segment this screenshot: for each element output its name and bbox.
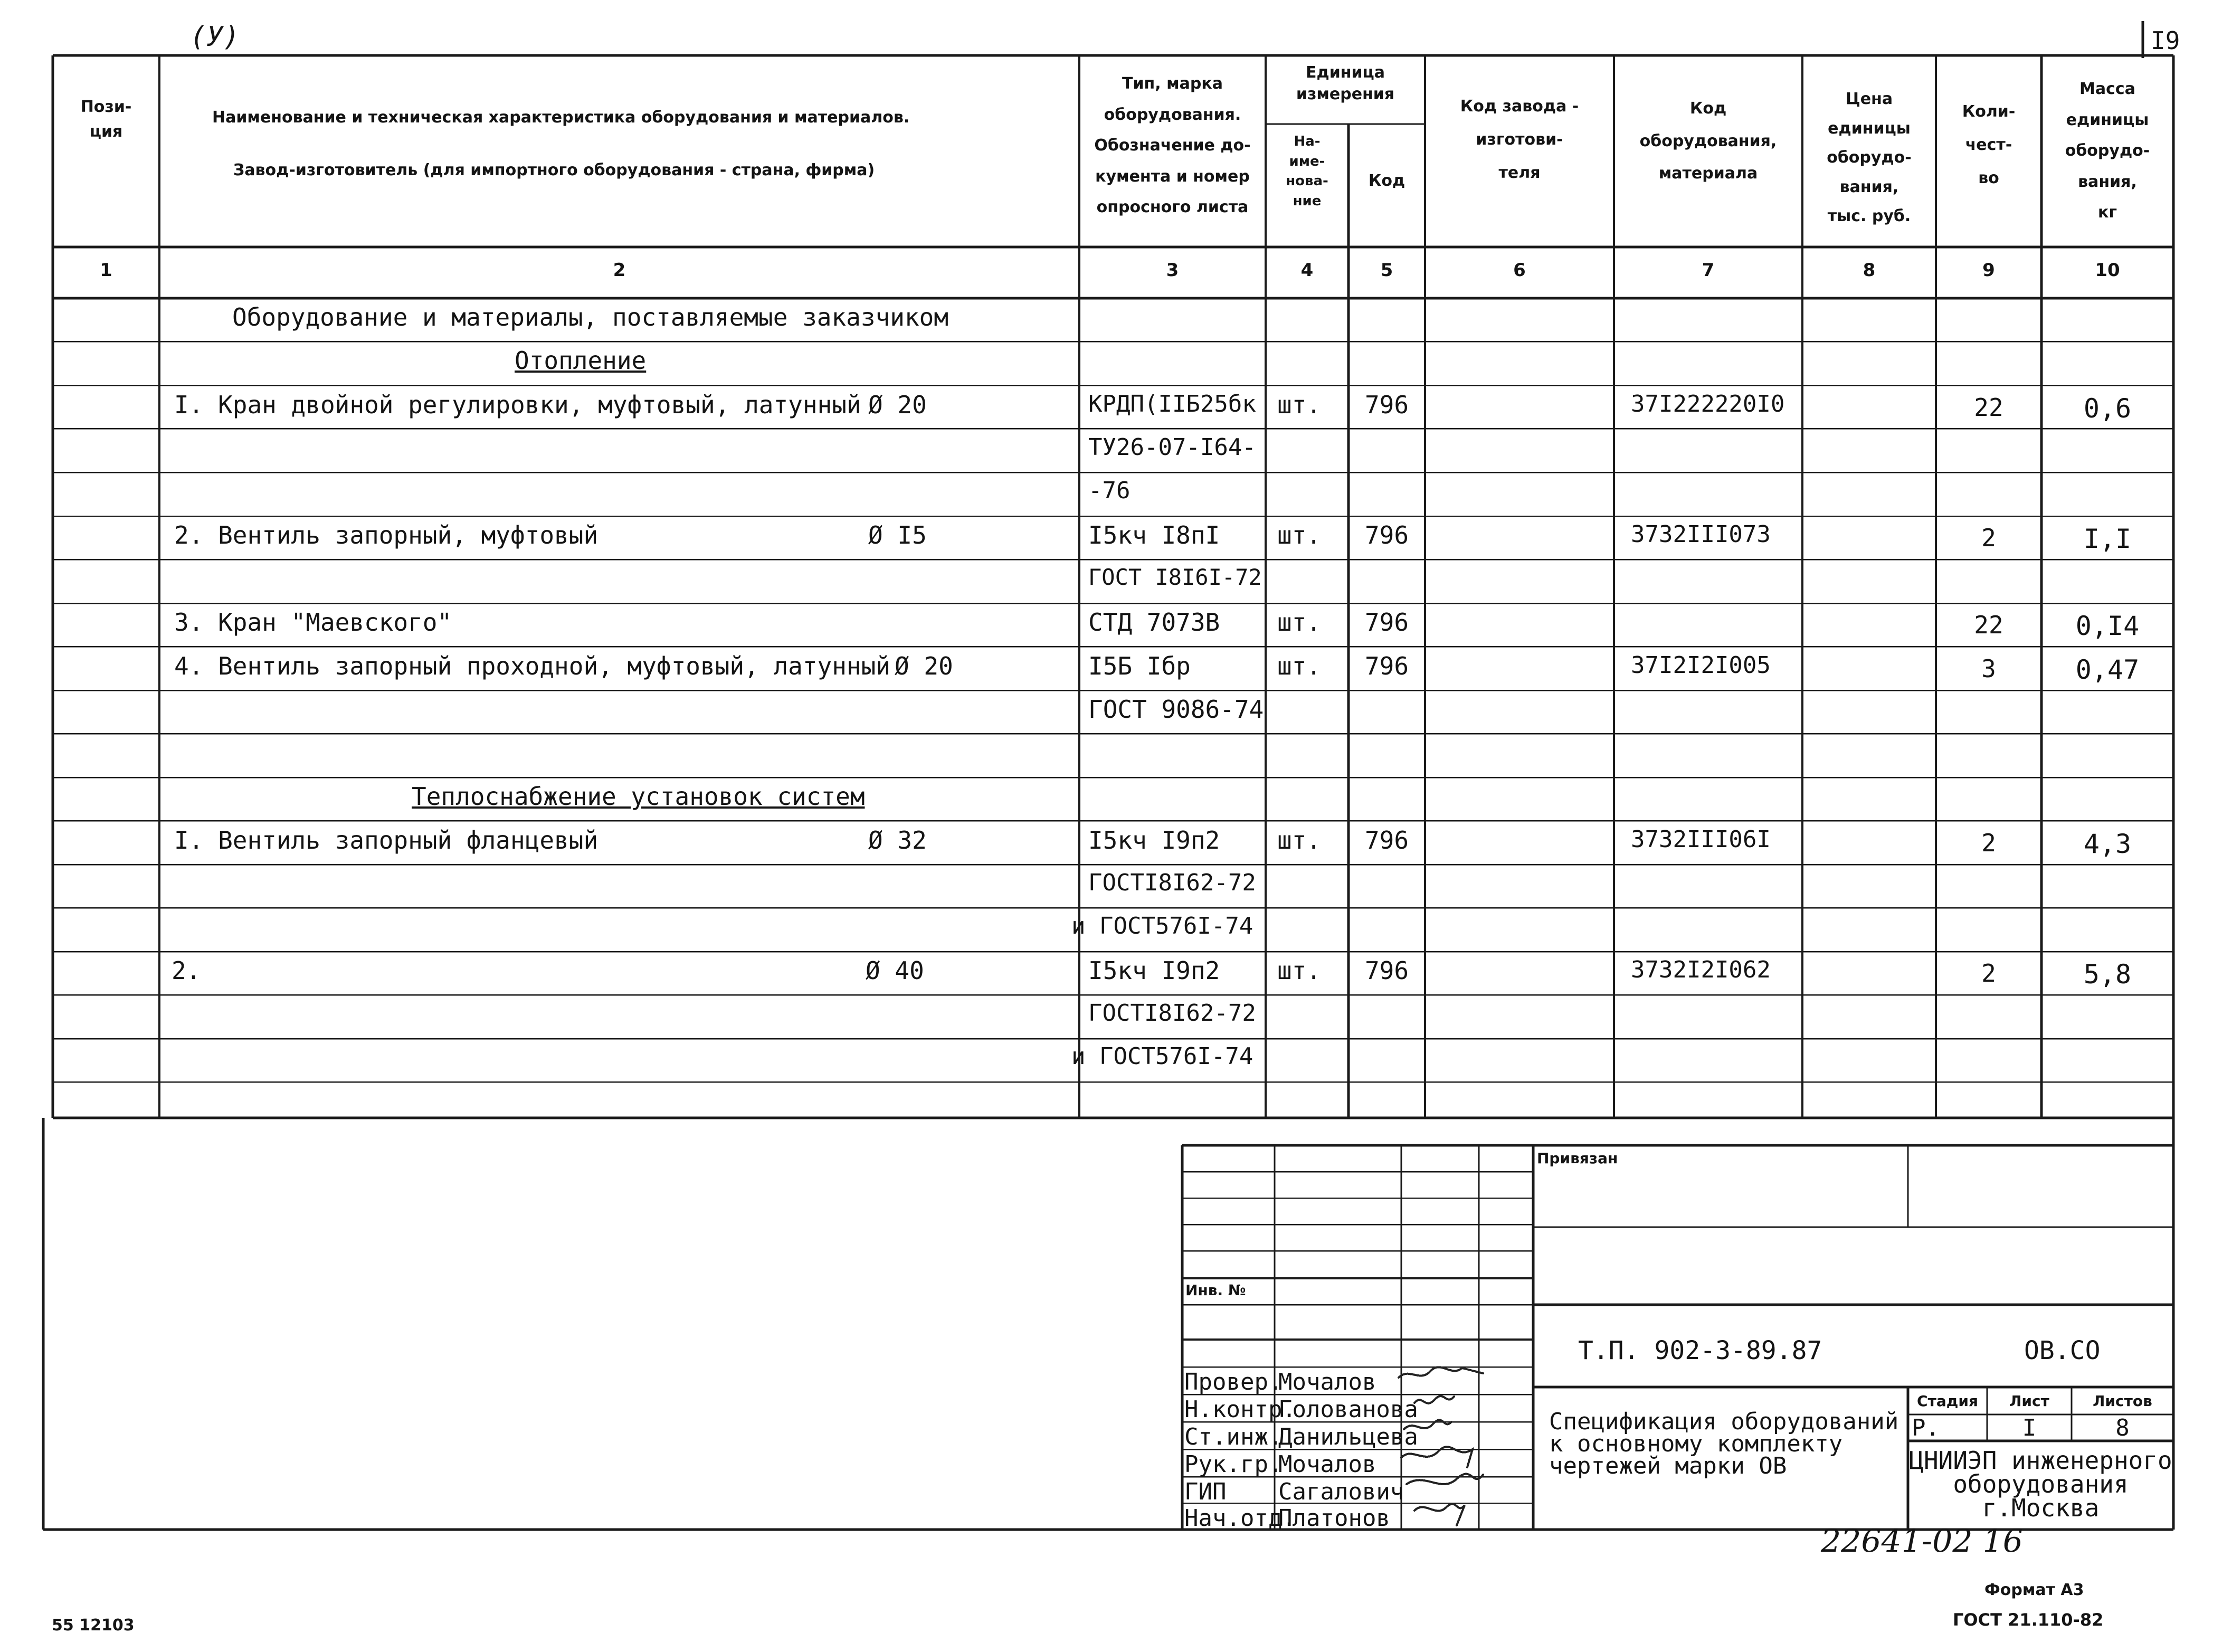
item-quantity: 2 (1981, 829, 1996, 857)
column-number: 10 (2095, 260, 2120, 281)
item-mass: 0,47 (2075, 654, 2140, 685)
signature-name: Сагалович (1278, 1478, 1404, 1505)
column-number: 5 (1380, 260, 1393, 281)
header-unit-mass: Масса единицы оборудо- вания, кг (2065, 80, 2150, 222)
header-name-line1: Наименование и техническая характеристика оборудования и материалов. (212, 108, 910, 127)
footer-gost: ГОСТ 21.110-82 (1953, 1610, 2104, 1630)
item-type: и ГОСТ576I-74 (1071, 1043, 1253, 1070)
item-name: I. Вентиль запорный фланцевый (174, 826, 599, 855)
item-unit: шт. (1277, 521, 1322, 549)
signature-role: Ст.инж. (1184, 1423, 1283, 1450)
item-type: и ГОСТ576I-74 (1071, 913, 1253, 939)
signature-role: Рук.гр. (1184, 1451, 1283, 1478)
stamp-stage-header: Стадия (1917, 1392, 1978, 1410)
item-name: 2. Вентиль запорный, муфтовый (174, 521, 599, 549)
column-number: 8 (1863, 260, 1876, 281)
item-equipment-code: 3732I2I062 (1631, 956, 1771, 983)
item-type: -76 (1088, 477, 1131, 504)
stamp-sheets-header: Листов (2093, 1392, 2152, 1410)
stamp-privyazan-label: Привязан (1537, 1150, 1618, 1167)
organization-name: ЦНИИЭП инженерного оборудования г.Москва (1909, 1446, 2172, 1523)
column-number: 7 (1702, 260, 1715, 281)
header-unit-name: На- име- нова- ние (1286, 134, 1328, 210)
item-name: 2. (172, 956, 201, 985)
signature-role: ГИП (1184, 1478, 1227, 1505)
item-equipment-code: 3732III06I (1631, 826, 1771, 853)
item-unit-code: 796 (1364, 521, 1409, 549)
document-code: Т.П. 902-3-89.87 (1578, 1336, 1822, 1365)
column-number: 3 (1166, 260, 1179, 281)
item-quantity: 3 (1981, 654, 1996, 683)
item-mass: 4,3 (2083, 829, 2132, 859)
item-type: ГОСТ I8I6I-72 (1088, 564, 1262, 590)
item-diameter: Ø 32 (868, 826, 927, 855)
item-name: 4. Вентиль запорный проходной, муфтовый, латунный (174, 652, 891, 680)
stamp-sheets-value: 8 (2115, 1414, 2130, 1441)
item-equipment-code: 3732III073 (1631, 521, 1771, 548)
item-quantity: 2 (1981, 524, 1996, 552)
signature-name: Голованова (1278, 1396, 1418, 1423)
header-equipment-code: Код оборудования, материала (1639, 99, 1777, 183)
document-title: Спецификация оборудований к основному комплекту чертежей марки ОВ (1549, 1408, 1899, 1479)
item-diameter: Ø I5 (868, 521, 927, 549)
stamp-sheet-header: Лист (2009, 1392, 2049, 1410)
item-mass: 0,6 (2083, 393, 2132, 424)
column-number: 2 (613, 260, 626, 281)
item-mass: I,I (2083, 524, 2132, 554)
footer-left-code: 55 12103 (52, 1616, 135, 1635)
column-number: 4 (1300, 260, 1314, 281)
item-unit-code: 796 (1364, 391, 1409, 419)
item-unit-code: 796 (1364, 608, 1409, 637)
table-title-row: Оборудование и материалы, поставляемые заказчиком (232, 303, 949, 331)
item-equipment-code: 37I222220I0 (1631, 391, 1785, 417)
header-unit-price: Цена единицы оборудо- вания, тыс. руб. (1827, 90, 1912, 225)
stamp-stage-value: Р. (1912, 1414, 1940, 1441)
item-type: I5кч I9п2 (1088, 956, 1220, 985)
signature-role: Нач.отд. (1184, 1505, 1296, 1532)
header-unit-code: Код (1368, 172, 1405, 190)
item-quantity: 22 (1974, 393, 2003, 422)
item-type: ГОСТI8I62-72 (1088, 869, 1256, 896)
item-unit: шт. (1277, 956, 1322, 985)
stamp-inventory-label: Инв. № (1185, 1281, 1246, 1299)
column-number: 1 (100, 260, 112, 281)
item-unit: шт. (1277, 652, 1322, 680)
item-type: I5кч I8пI (1088, 521, 1220, 549)
item-mass: 5,8 (2083, 959, 2132, 990)
header-quantity: Коли- чест- во (1962, 102, 2016, 187)
column-number: 9 (1982, 260, 1995, 281)
item-unit-code: 796 (1364, 652, 1409, 680)
item-unit: шт. (1277, 608, 1322, 637)
header-position: Пози- ция (80, 98, 132, 141)
item-type: ГОСТ 9086-74 (1088, 695, 1264, 724)
item-diameter: Ø 20 (868, 391, 927, 419)
item-type: СТД 7073В (1088, 608, 1220, 637)
header-type-mark: Тип, марка оборудования. Обозначение до- кумента и номер опросного листа (1094, 74, 1251, 216)
item-quantity: 2 (1981, 959, 1996, 988)
header-unit-group: Единица измерения (1296, 63, 1395, 103)
handwritten-signatures (1393, 1362, 1531, 1531)
header-name-line2: Завод-изготовитель (для импортного оборудования - страна, фирма) (233, 161, 875, 179)
item-type: ГОСТI8I62-72 (1088, 1000, 1256, 1027)
stamp-sheet-value: I (2022, 1414, 2037, 1441)
item-mass: 0,I4 (2075, 611, 2140, 641)
corner-mark-top-left: (У) (190, 21, 240, 53)
header-plant-code: Код завода - изготови- теля (1460, 97, 1579, 182)
signature-name: Мочалов (1278, 1451, 1376, 1478)
document-mark: ОВ.СО (2024, 1336, 2101, 1365)
signature-name: Мочалов (1278, 1369, 1376, 1395)
section-heading-heat-supply: Теплоснабжение установок систем (412, 782, 865, 811)
item-unit: шт. (1277, 391, 1322, 419)
signature-role: Н.контр. (1184, 1396, 1296, 1423)
footer-format: Формат А3 (1984, 1581, 2084, 1599)
item-unit-code: 796 (1364, 826, 1409, 855)
item-name: 3. Кран "Маевского" (174, 608, 452, 637)
item-type: I5Б Iбр (1088, 652, 1191, 680)
column-number: 6 (1513, 260, 1526, 281)
item-unit: шт. (1277, 826, 1322, 855)
handwritten-archive-number: 22641-02 16 (1821, 1523, 2023, 1560)
signature-name: Данильцева (1278, 1423, 1418, 1450)
signature-role: Провер. (1184, 1369, 1283, 1395)
corner-mark-top-right: I9 (2151, 26, 2180, 55)
item-type: ТУ26-07-I64- (1088, 434, 1256, 461)
item-unit-code: 796 (1364, 956, 1409, 985)
item-diameter: Ø 40 (866, 956, 924, 985)
item-equipment-code: 37I2I2I005 (1631, 652, 1771, 679)
item-name: I. Кран двойной регулировки, муфтовый, латунный (174, 391, 861, 419)
section-heading-heating: Отопление (515, 346, 647, 375)
item-quantity: 22 (1974, 611, 2003, 639)
signature-name: Платонов (1278, 1505, 1390, 1532)
item-type: I5кч I9п2 (1088, 826, 1220, 855)
item-diameter: Ø 20 (895, 652, 953, 680)
item-type: КРДП(IIБ25бк (1088, 391, 1256, 417)
